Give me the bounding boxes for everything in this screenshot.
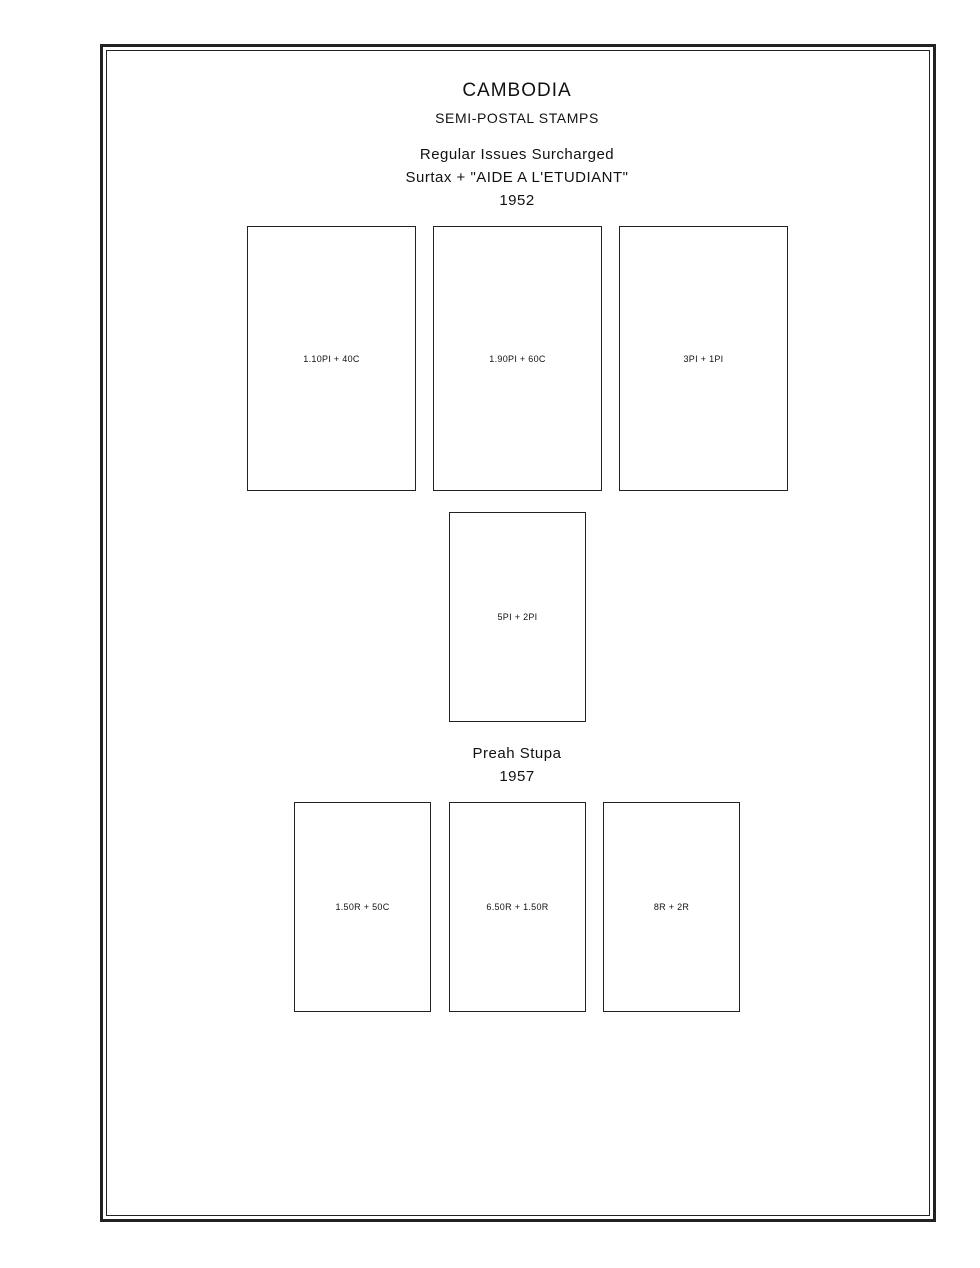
stamp-label: 1.50R + 50C <box>335 902 390 912</box>
page-title: CAMBODIA <box>462 80 572 101</box>
page-subtitle: SEMI-POSTAL STAMPS <box>435 110 599 126</box>
section-1952-year: 1952 <box>499 192 535 209</box>
stamp-space-5pi <box>449 512 586 722</box>
stamp-label: 1.90PI + 60C <box>489 353 546 364</box>
section-1957-heading: Preah Stupa <box>472 745 562 762</box>
section-1952-heading: Regular Issues Surcharged <box>419 146 615 163</box>
stamp-label: 8R + 2R <box>653 902 690 912</box>
stamp-space-1-50r <box>294 802 431 1012</box>
stamp-label: 6.50R + 1.50R <box>486 902 549 912</box>
stamp-label: 3PI + 1PI <box>683 353 724 364</box>
stamp-space-6-50r <box>449 802 586 1012</box>
section-1957-year: 1957 <box>499 768 535 785</box>
stamp-space-1-10pi <box>247 226 416 491</box>
stamp-label: 1.10PI + 40C <box>303 353 360 364</box>
stamp-space-3pi <box>619 226 788 491</box>
section-1952-surtax: Surtax + "AIDE A L'ETUDIANT" <box>405 169 629 186</box>
stamp-label: 5PI + 2PI <box>497 612 538 622</box>
stamp-space-1-90pi <box>433 226 602 491</box>
stamp-space-8r <box>603 802 740 1012</box>
